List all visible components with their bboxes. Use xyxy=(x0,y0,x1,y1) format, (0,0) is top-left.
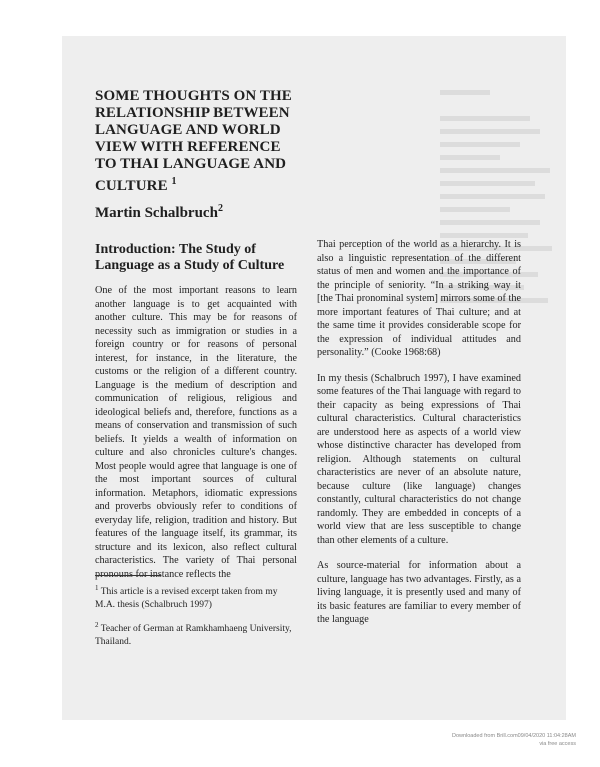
footnote-text: Teacher of German at Ramkhamhaeng University, Thailand. xyxy=(95,624,292,647)
body-paragraph: Thai perception of the world as a hierarchy. It is also a linguistic representation of the different status of men and women and the importance of the principle of seniority. “In a striking way it [the Thai pronominal system] mirrors some of the more important features of Thai culture; and at the same time it provides considerable scope for the expression of individual attitudes and personality.” (Cooke 1968:68) xyxy=(317,239,521,358)
download-notice-line: via free access xyxy=(539,741,576,747)
body-paragraph: As source-material for information about a culture, language has two advantages. Firstly, as a living language, it is presently used and many of its basic features are familiar to every member of the language xyxy=(317,560,521,625)
footnote-mark: 1 xyxy=(95,584,99,592)
body-paragraph: In my thesis (Schalbruch 1997), I have examined some features of the Thai language with regard to their capacity as being expressions of Thai cultural characteristics. Cultural characteristics are understood here as aspects of a world view whose distinctive character has developed from religion. Although statements on cultural characteristics are never of an absolute nature, because culture (like language) changes constantly, cultural characteristics do not change randomly. They are embedded in concepts of a world view that are less susceptible to change than other elements of a culture. xyxy=(317,372,521,546)
article-title xyxy=(95,88,305,195)
article-title-text: SOME THOUGHTS ON THE RELATIONSHIP BETWEEN LANGUAGE AND WORLD VIEW WITH REFERENCE TO THAI LANGUAGE AND CULTURE xyxy=(95,88,292,194)
download-notice-line: Downloaded from Brill.com09/04/2020 11:04:28AM xyxy=(451,733,576,739)
footnote-2 xyxy=(95,619,295,648)
author-name xyxy=(95,203,223,222)
footnote-divider xyxy=(95,575,161,576)
footnote-1 xyxy=(95,582,295,611)
author-name-text: Martin Schalbruch xyxy=(95,205,218,221)
footnote-mark: 2 xyxy=(95,621,99,629)
section-heading: Introduction: The Study of Language as a Study of Culture xyxy=(95,242,285,273)
body-right-column xyxy=(317,238,521,639)
footnote-text: This article is a revised excerpt taken from my M.A. thesis (Schalbruch 1997) xyxy=(95,587,278,610)
author-footnote-mark: 2 xyxy=(217,203,223,214)
body-left-column xyxy=(95,284,297,593)
body-paragraph: One of the most important reasons to learn another language is to get acquainted with another culture. This may be for reasons of necessity such as immigration or studies in a foreign country or for reasons of personal interest, for instance, in the literature, the customs or the religion of a different country. Language is the medium of description and communication of religious, religious and ideological beliefs and, therefore, functions as a means of conservation and transmission of such beliefs. It yields a wealth of information on culture and also chronicles culture's changes. Most people would agree that language is one of the most important sources of cultural information. Metaphors, idiomatic expressions and proverbs obviously refer to conditions of everyday life, religion, tradition and history. But features of the language itself, its grammar, its structure and its lexicon, also reflect cultural characteristics. The variety of Thai personal pronouns for instance reflects the xyxy=(95,285,297,580)
title-footnote-mark: 1 xyxy=(171,176,177,187)
download-notice xyxy=(452,732,576,748)
